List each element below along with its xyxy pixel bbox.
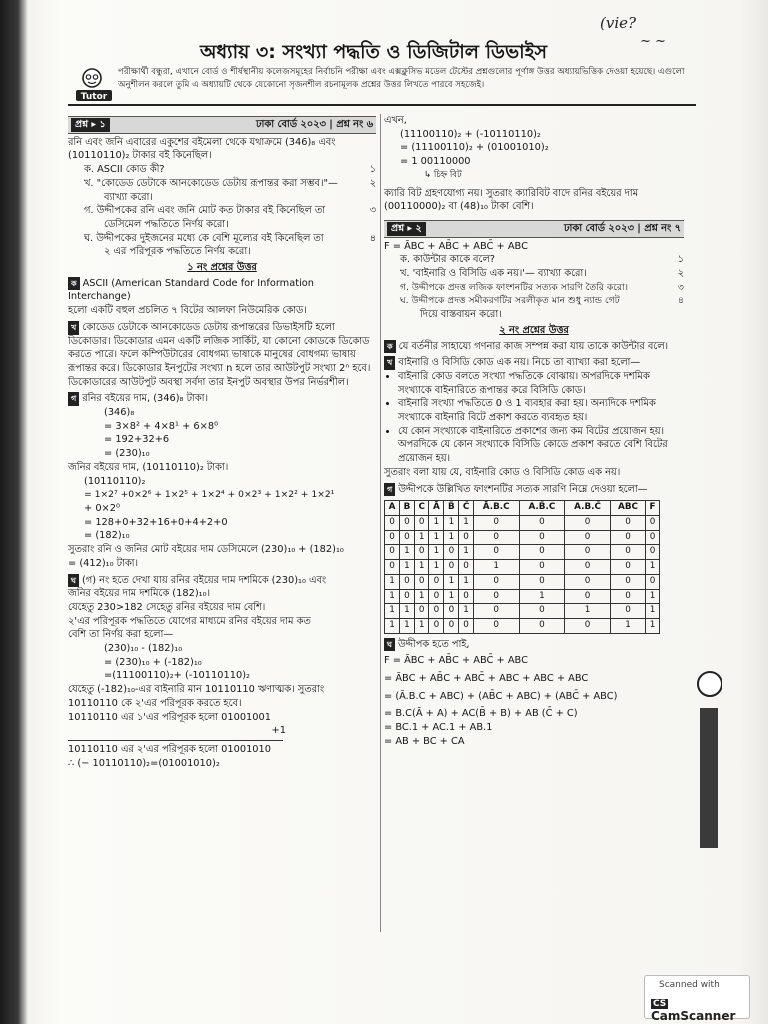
comparison-list xyxy=(384,370,684,466)
table-cell: 0 xyxy=(414,515,429,530)
table-cell: 0 xyxy=(414,604,429,619)
truth-table-header-cell: C xyxy=(414,501,429,516)
handwritten-squiggle: ~ ~ xyxy=(640,34,666,49)
math-line: =(11100110)₂+ (-10110110)₂ xyxy=(104,670,250,682)
truth-table-header-cell: B xyxy=(400,501,415,516)
table-cell: 0 xyxy=(429,589,444,604)
table-cell: 0 xyxy=(459,618,474,633)
sub-question-ka: ক. কাউন্টার কাকে বলে? ১ xyxy=(400,254,684,266)
table-cell: 1 xyxy=(610,618,645,633)
camscanner-watermark xyxy=(644,975,750,1023)
answer-marker: খ xyxy=(384,356,395,370)
math-line: জনির বইয়ের দাম, (10110110)₂ টাকা। xyxy=(68,461,229,473)
math-line: = (230)₁₀ + (-182)₁₀ xyxy=(104,656,202,668)
math-line: = (412)₁₀ টাকা। xyxy=(68,557,139,569)
arrow-icon: ↳ xyxy=(424,169,434,180)
truth-table-header-cell: ABC xyxy=(610,501,645,516)
list-item: • বাইনারি কোড বলতে সংখ্যা পদ্ধতিকে বোঝায়। অপরদিকে দশমিক সংখ্যাকে বাইনারিতে রূপান্তর করে বিসিডি কোড। xyxy=(398,370,684,397)
truth-table-header-cell: Ā xyxy=(429,501,444,516)
question-1-tag: প্রশ্ন ▸ ১ xyxy=(71,118,110,132)
table-cell: 1 xyxy=(459,515,474,530)
sub-question-kha: খ. 'বাইনারি ও বিসিডি এক নয়।'— ব্যাখ্যা করো। ২ xyxy=(400,268,684,280)
table-cell: 0 xyxy=(519,560,565,575)
math-line: F = ĀBC + AB̄C + ABC̄ + ABC xyxy=(384,655,528,667)
answer-marker: ক xyxy=(68,277,80,291)
answer-kha: খ বাইনারি ও বিসিডি কোড এক নয়। নিচে তা ব্যাখ্যা করা হলো— xyxy=(384,356,684,370)
table-cell: 0 xyxy=(519,515,565,530)
math-line: = ĀBC + AB̄C + ABC̄ + ABC + ABC + ABC xyxy=(384,673,589,685)
math-line: (346)₈ xyxy=(104,407,135,419)
truth-table-header-cell: A xyxy=(385,501,400,516)
math-line: = 128+0+32+16+0+4+2+0 xyxy=(84,516,228,528)
answer-marker: ঘ xyxy=(68,574,79,588)
table-cell: 0 xyxy=(414,545,429,560)
table-cell: 1 xyxy=(400,560,415,575)
camscanner-logo-icon: CS xyxy=(653,999,667,1009)
table-cell: 1 xyxy=(429,545,444,560)
question-1-banner xyxy=(68,116,376,134)
table-cell: 0 xyxy=(459,530,474,545)
table-cell: 1 xyxy=(444,515,459,530)
table-cell: 1 xyxy=(385,604,400,619)
table-cell: 0 xyxy=(473,515,519,530)
sub-question-ga-cont: ডেসিমেল পদ্ধতিতে নির্ণয় করো। xyxy=(104,218,229,230)
tutor-mascot-icon xyxy=(74,66,114,102)
math-line: = 3×8² + 4×8¹ + 6×8⁰ xyxy=(104,420,219,432)
left-column xyxy=(68,114,376,770)
table-cell: 1 xyxy=(519,589,565,604)
truth-table-header-cell: A.B̄.C xyxy=(519,501,565,516)
table-cell: 0 xyxy=(610,545,645,560)
table-cell: 0 xyxy=(519,530,565,545)
watermark-line1: Scanned with xyxy=(659,980,720,990)
truth-table-header-cell: C̄ xyxy=(459,501,474,516)
table-cell: 0 xyxy=(610,604,645,619)
sub-question-kha-cont: ব্যাখ্যা করো। xyxy=(104,191,153,203)
math-line: ২'এর পরিপূরক পদ্ধতিতে যোগের মাধ্যমে রনির বইয়ের দাম কত xyxy=(68,615,311,627)
answer-marker: খ xyxy=(68,321,79,335)
math-line: যেহেতু (-182)₁₀-এর বাইনারি মান 10110110 ঋণাত্মক। সুতরাং xyxy=(68,684,325,696)
math-line: (11100110)₂ + (-10110110)₂ xyxy=(400,128,541,140)
table-row xyxy=(385,589,660,604)
table-cell: 0 xyxy=(459,589,474,604)
table-cell: 0 xyxy=(519,604,565,619)
table-row xyxy=(385,574,660,589)
sub-question-ga: গ. উদ্দীপকের রনি এবং জনি মোট কত টাকার বই কিনেছিল তা ৩ xyxy=(84,205,376,217)
table-cell: 0 xyxy=(565,545,611,560)
math-line: + 0×2⁰ xyxy=(84,502,120,514)
table-cell: 1 xyxy=(444,530,459,545)
answer-kha: খ কোডেড ডেটাকে আনকোডেড ডেটায় রূপান্তরের ডিভাইসটি হলো ডিকোডার। ডিকোডার এমন একটি লজিক সার্কিট, যা কোনো কোডকে ডিকোড করতে পারে। ফলে কম্পিউটারের বোধগম্য ভাষাকে মানুষের বোধগম্য ভাষায় রূপান্তর করে। ডিকোডার ইনপুটের সংখ্যা n হলে তার আউটপুট সংখ্যা 2ⁿ হবে। ডিকোডারের আউটপুট অবস্থা সর্বদা তার ইনপুট অবস্থার উপর নির্ভরশীল। xyxy=(68,321,371,388)
question-1-board: ঢাকা বোর্ড ২০২৩ | প্রশ্ন নং ৬ xyxy=(256,119,373,130)
truth-table-header-cell: F xyxy=(646,501,660,516)
table-cell: 0 xyxy=(400,515,415,530)
table-cell: 0 xyxy=(646,530,660,545)
math-line: = AB + BC + CA xyxy=(384,735,465,747)
table-cell: 1 xyxy=(565,604,611,619)
table-cell: 1 xyxy=(444,589,459,604)
question-2-banner xyxy=(384,220,684,238)
table-cell: 0 xyxy=(414,574,429,589)
q2-function: F = ĀBC + AB̄C + ABC̄ + ABC xyxy=(384,240,528,252)
table-cell: 1 xyxy=(400,618,415,633)
table-cell: 1 xyxy=(459,545,474,560)
table-cell: 1 xyxy=(459,574,474,589)
truth-table-header-cell: Ā.B.C xyxy=(473,501,519,516)
sub-question-ga: গ. উদ্দীপকে প্রদত্ত লজিক ফাংশনটির সত্যক সারণি তৈরি করো। ৩ xyxy=(400,281,684,293)
sub-question-kha: খ. "কোডেড ডেটাকে আনকোডেড ডেটায় রূপান্তর করা সম্ভব।"— ২ xyxy=(84,177,376,189)
math-line: = (182)₁₀ xyxy=(84,530,130,542)
math-line: সুতরাং রনি ও জনির মোট বইয়ের দাম ডেসিমেলে (230)₁₀ + (182)₁₀ xyxy=(68,544,344,556)
q1-stem-line: (10110110)₂ টাকার বই কিনেছিল। xyxy=(68,150,212,162)
table-cell: 0 xyxy=(400,574,415,589)
table-cell: 0 xyxy=(459,560,474,575)
answer-marker: ঘ xyxy=(384,638,395,652)
list-item: • যে কোন সংখ্যাকে বাইনারিতে প্রকাশের জন্য কম বিটের প্রয়োজন হয়। অপরদিকে যে কোন সংখ্যাকে বিসিডি কোডে প্রকাশ করতে বেশি বিটের প্রয়োজন হয়। xyxy=(398,425,684,466)
table-row xyxy=(385,515,660,530)
table-cell: 1 xyxy=(400,545,415,560)
table-row xyxy=(385,604,660,619)
truth-table-header xyxy=(385,501,660,516)
table-cell: 0 xyxy=(473,604,519,619)
math-line: = B.C(Ā + A) + AC(B̄ + B) + AB (C̄ + C) xyxy=(384,708,578,720)
table-cell: 0 xyxy=(610,589,645,604)
math-line: = 1 00110000 xyxy=(400,156,471,168)
q1-stem-line: রনি এবং জনি এবারের একুশের বইমেলা থেকে যথাক্রমে (346)₈ এবং xyxy=(68,136,336,148)
math-line: (10110110)₂ xyxy=(84,475,146,487)
table-cell: 0 xyxy=(610,530,645,545)
sub-question-gha-cont: ২ এর পরিপূরক পদ্ধতিতে নির্ণয় করো। xyxy=(104,246,251,258)
table-cell: 0 xyxy=(646,515,660,530)
answer-ga: গ উদ্দীপকে উল্লিখিত ফাংশনটির সত্যক সারণি নিম্নে দেওয়া হলো— xyxy=(384,483,684,497)
math-line: এখন, xyxy=(384,115,407,126)
answer-ga: গ রনির বইয়ের দাম, (346)₈ টাকা। xyxy=(68,392,376,406)
addition-rule xyxy=(68,740,283,741)
math-line: বেশি তা নির্ণয় করা হলো— xyxy=(68,629,174,641)
table-cell: 0 xyxy=(565,574,611,589)
table-cell: 0 xyxy=(385,560,400,575)
column-divider xyxy=(380,114,381,932)
table-cell: 1 xyxy=(646,618,660,633)
table-cell: 1 xyxy=(385,574,400,589)
table-cell: 1 xyxy=(444,574,459,589)
table-cell: 0 xyxy=(444,545,459,560)
table-cell: 0 xyxy=(473,545,519,560)
table-cell: 0 xyxy=(473,530,519,545)
table-cell: 0 xyxy=(444,560,459,575)
right-column xyxy=(384,114,684,749)
math-line: = 192+32+6 xyxy=(104,434,170,446)
sub-question-gha: ঘ. উদ্দীপকের দুইজনের মধ্যে কে বেশি মূল্যের বই কিনেছিল তা ৪ xyxy=(84,232,376,244)
carry-conclusion: ক্যারি বিট গ্রহণযোগ্য নয়। সুতরাং ক্যারিবিট বাদে রনির বইয়ের দাম (00110000)₂ বা (48)₁₀ টাকা বেশি। xyxy=(384,187,639,213)
answer-gha: ঘ উদ্দীপক হতে পাই, xyxy=(384,638,684,652)
table-cell: 1 xyxy=(414,618,429,633)
watermark-line2: CSCamScanner xyxy=(651,999,736,1023)
sign-bit-label: ↳ চিহ্ন বিট xyxy=(424,169,462,180)
answer-gha: ঘ (গ) নং হতে দেখা যায় রনির বইয়ের দাম দশমিকে (230)₁₀ এবং xyxy=(68,574,376,588)
list-item: • বাইনারি সংখ্যা পদ্ধতিতে 0 ও 1 ব্যবহার করা হয়। অন্যদিকে দশমিক সংখ্যাকে বাইনারি বিটে প্রকাশ করতে ব্যবহৃত হয়। xyxy=(398,397,684,424)
question-2-tag: প্রশ্ন ▸ ২ xyxy=(387,222,426,236)
math-line: = (11100110)₂ + (01001010)₂ xyxy=(400,142,549,154)
table-cell: 0 xyxy=(565,530,611,545)
table-cell: 0 xyxy=(429,574,444,589)
table-cell: 0 xyxy=(610,574,645,589)
table-cell: 1 xyxy=(473,560,519,575)
table-cell: 1 xyxy=(385,618,400,633)
math-line: 10110110 এর ১'এর পরিপূরক হলো 01001001 xyxy=(68,711,271,723)
handwritten-note: (vie? xyxy=(600,14,637,32)
truth-table-header-cell: A.B.C̄ xyxy=(565,501,611,516)
table-cell: 1 xyxy=(385,589,400,604)
table-cell: 0 xyxy=(444,618,459,633)
table-cell: 1 xyxy=(414,530,429,545)
comparison-conclusion: সুতরাং বলা যায় যে, বাইনারি কোড ও বিসিডি কোড এক নয়। xyxy=(384,466,621,478)
table-cell: 0 xyxy=(473,589,519,604)
table-cell: 0 xyxy=(429,618,444,633)
table-row xyxy=(385,618,660,633)
sub-question-ka: ক. ASCII কোড কী? ১ xyxy=(84,164,376,176)
table-cell: 1 xyxy=(429,530,444,545)
table-cell: 0 xyxy=(385,545,400,560)
math-line: 10110110 এর ২'এর পরিপূরক হলো 01001010 xyxy=(68,743,272,755)
answer-ka: ক ASCII (American Standard Code for Information Interchange) xyxy=(68,277,314,303)
intro-text: পরীক্ষার্থী বন্ধুরা, এখানে বোর্ড ও শীর্ষস্থানীয় কলেজসমূহের নির্বাচনি পরীক্ষা এবং এক্সক্লুসিভ মডেল টেস্টের প্রশ্নগুলোর পূর্ণাঙ্গ উত্তর অধ্যায়ভিত্তিক দেওয়া হয়েছে। এগুলো অনুশীলন করলে তুমি এ অধ্যায়টি থেকে যেকোনো সৃজনশীল রচনামূলক প্রশ্নের উত্তর লিখতে পারবে সহজেই। xyxy=(118,67,685,90)
answer-2-heading: ২ নং প্রশ্নের উত্তর xyxy=(499,324,569,336)
table-cell: 0 xyxy=(473,618,519,633)
table-cell: 0 xyxy=(565,560,611,575)
table-cell: 0 xyxy=(400,589,415,604)
table-cell: 0 xyxy=(610,515,645,530)
answer-marker: গ xyxy=(68,392,79,406)
table-cell: 1 xyxy=(414,560,429,575)
table-cell: 0 xyxy=(565,515,611,530)
table-cell: 0 xyxy=(519,545,565,560)
truth-table xyxy=(384,500,660,633)
table-cell: 1 xyxy=(646,560,660,575)
table-cell: 1 xyxy=(429,515,444,530)
math-line: = 1×2⁷ +0×2⁶ + 1×2⁵ + 1×2⁴ + 0×2³ + 1×2² + 1×2¹ xyxy=(84,489,335,501)
table-cell: 0 xyxy=(565,618,611,633)
table-cell: 1 xyxy=(459,604,474,619)
table-cell: 1 xyxy=(429,560,444,575)
table-row xyxy=(385,545,660,560)
math-line: যেহেতু 230>182 সেহেতু রনির বইয়ের দাম বেশি। xyxy=(68,601,266,613)
math-line: (230)₁₀ - (182)₁₀ xyxy=(104,643,183,655)
header-divider xyxy=(68,104,696,106)
math-line: = (230)₁₀ xyxy=(104,448,150,460)
table-cell: 0 xyxy=(444,604,459,619)
table-cell: 0 xyxy=(646,574,660,589)
math-line: 10110110 কে ২'এর পরিপূরক করতে হবে। xyxy=(68,697,242,709)
sub-question-gha: ঘ. উদ্দীপকে প্রদত্ত সমীকরণটির সরলীকৃত মান শুধু ন্যান্ড গেট ৪ xyxy=(400,295,684,307)
table-cell: 1 xyxy=(414,589,429,604)
table-cell: 1 xyxy=(400,604,415,619)
answer-marker: ক xyxy=(384,340,396,354)
answer-1-heading: ১ নং প্রশ্নের উত্তর xyxy=(187,262,257,274)
table-cell: 0 xyxy=(385,530,400,545)
table-row xyxy=(385,560,660,575)
table-row xyxy=(385,530,660,545)
truth-table-header-cell: B̄ xyxy=(444,501,459,516)
math-line: = (Ā.B.C + ABC) + (AB̄C + ABC) + (ABC̄ + ABC) xyxy=(384,690,618,702)
table-cell: 1 xyxy=(646,604,660,619)
table-cell: 0 xyxy=(646,545,660,560)
table-cell: 0 xyxy=(429,604,444,619)
table-cell: 0 xyxy=(565,589,611,604)
math-line: = BC.1 + AC.1 + AB.1 xyxy=(384,722,493,734)
answer-ka-cont: হলো একটি বহুল প্রচলিত ৭ বিটের আলফা নিউমেরিক কোড। xyxy=(68,305,307,317)
table-cell: 0 xyxy=(400,530,415,545)
chapter-title: অধ্যায় ৩: সংখ্যা পদ্ধতি ও ডিজিটাল ডিভাইস xyxy=(200,41,548,63)
math-line: +1 xyxy=(271,725,286,737)
table-cell: 0 xyxy=(385,515,400,530)
table-cell: 1 xyxy=(646,589,660,604)
table-cell: 0 xyxy=(610,560,645,575)
math-line: জনির বইয়ের দাম দশমিকে (182)₁₀। xyxy=(68,588,211,600)
table-cell: 0 xyxy=(473,574,519,589)
tutor-label: Tutor xyxy=(80,92,108,102)
table-cell: 0 xyxy=(519,574,565,589)
table-cell: 0 xyxy=(519,618,565,633)
answer-marker: গ xyxy=(384,483,395,497)
math-line: ∴ (− 10110110)₂=(01001010)₂ xyxy=(68,757,220,769)
question-2-board: ঢাকা বোর্ড ২০২৩ | প্রশ্ন নং ৭ xyxy=(564,222,681,234)
answer-ka: ক যে বর্তনীর সাহায্যে গণনার কাজ সম্পন্ন করা যায় তাকে কাউন্টার বলে। xyxy=(384,340,684,354)
sub-question-gha-cont: দিয়ে বাস্তবায়ন করো। xyxy=(420,309,502,321)
side-tab-graphic xyxy=(696,660,722,850)
